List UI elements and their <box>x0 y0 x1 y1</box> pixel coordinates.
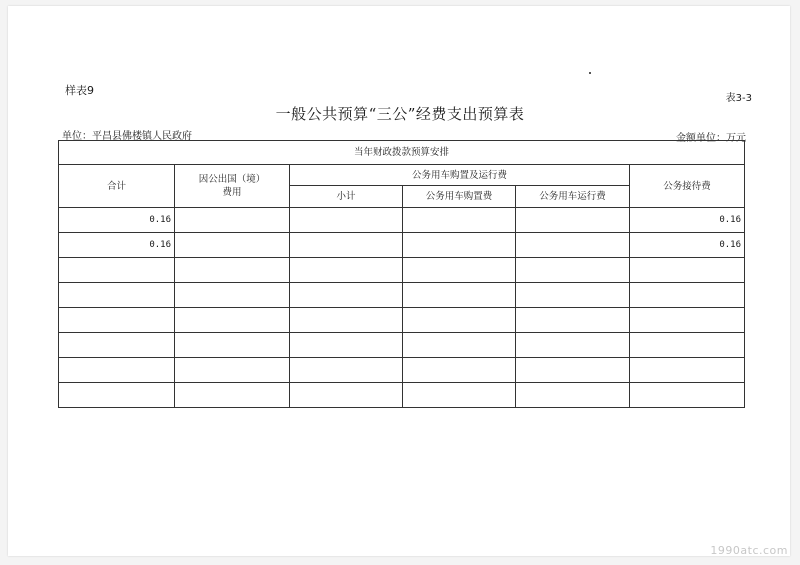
table-row <box>59 358 745 383</box>
table-row <box>59 383 745 408</box>
cell-reception <box>630 258 745 283</box>
cell-reception: 0.16 <box>630 208 745 233</box>
cell-vehicle-operation <box>516 208 630 233</box>
cell-vehicle-operation <box>516 383 630 408</box>
cell-vehicle-purchase <box>403 233 516 258</box>
budget-table <box>58 140 745 408</box>
money-unit-label: 金额单位：万元 <box>676 133 746 144</box>
cell-total: 0.16 <box>59 233 175 258</box>
cell-vehicle-operation <box>516 283 630 308</box>
cell-reception <box>630 383 745 408</box>
cell-reception <box>630 333 745 358</box>
group-header: 当年财政拨款预算安排 <box>59 141 745 165</box>
cell-reception <box>630 308 745 333</box>
cell-vehicle-subtotal <box>290 283 403 308</box>
cell-abroad <box>175 308 290 333</box>
cell-vehicle-purchase <box>403 308 516 333</box>
cell-abroad <box>175 208 290 233</box>
header-vehicle-group: 公务用车购置及运行费 <box>290 165 630 186</box>
cell-abroad <box>175 258 290 283</box>
cell-total <box>59 258 175 283</box>
cell-total <box>59 383 175 408</box>
scan-speck <box>589 72 591 74</box>
cell-vehicle-purchase <box>403 208 516 233</box>
page-title: 一般公共预算“三公”经费支出预算表 <box>275 105 525 123</box>
table-row <box>59 208 745 233</box>
cell-total <box>59 333 175 358</box>
header-vehicle-purchase: 公务用车购置费 <box>403 186 516 208</box>
cell-vehicle-purchase <box>403 333 516 358</box>
cell-abroad <box>175 358 290 383</box>
cell-vehicle-subtotal <box>290 258 403 283</box>
cell-vehicle-subtotal <box>290 233 403 258</box>
table-row <box>59 283 745 308</box>
cell-total <box>59 308 175 333</box>
cell-vehicle-purchase <box>403 383 516 408</box>
cell-total <box>59 283 175 308</box>
table-row <box>59 308 745 333</box>
header-abroad-line2: 费用 <box>222 187 242 198</box>
table-row <box>59 333 745 358</box>
cell-reception <box>630 358 745 383</box>
header-abroad-line1: 因公出国（境） <box>198 174 266 185</box>
cell-vehicle-subtotal <box>290 383 403 408</box>
cell-vehicle-subtotal <box>290 308 403 333</box>
cell-vehicle-subtotal <box>290 333 403 358</box>
form-code: 表3-3 <box>725 93 752 104</box>
cell-abroad <box>175 333 290 358</box>
header-abroad <box>175 165 290 208</box>
header-total: 合计 <box>59 165 175 208</box>
cell-total: 0.16 <box>59 208 175 233</box>
table-row <box>59 233 745 258</box>
cell-abroad <box>175 283 290 308</box>
header-reception: 公务接待费 <box>630 165 745 208</box>
cell-vehicle-subtotal <box>290 208 403 233</box>
form-label: 样表9 <box>65 84 94 97</box>
watermark-text: 1990atc.com <box>710 544 788 557</box>
cell-abroad <box>175 383 290 408</box>
cell-total <box>59 358 175 383</box>
cell-vehicle-purchase <box>403 283 516 308</box>
header-vehicle-subtotal: 小计 <box>290 186 403 208</box>
cell-vehicle-operation <box>516 333 630 358</box>
cell-abroad <box>175 233 290 258</box>
cell-vehicle-purchase <box>403 258 516 283</box>
cell-vehicle-operation <box>516 308 630 333</box>
table-row <box>59 258 745 283</box>
cell-vehicle-operation <box>516 258 630 283</box>
cell-reception: 0.16 <box>630 233 745 258</box>
cell-vehicle-purchase <box>403 358 516 383</box>
cell-vehicle-operation <box>516 233 630 258</box>
cell-reception <box>630 283 745 308</box>
cell-vehicle-operation <box>516 358 630 383</box>
cell-vehicle-subtotal <box>290 358 403 383</box>
header-vehicle-operation: 公务用车运行费 <box>516 186 630 208</box>
unit-label: 单位：平昌县佛楼镇人民政府 <box>62 131 192 142</box>
